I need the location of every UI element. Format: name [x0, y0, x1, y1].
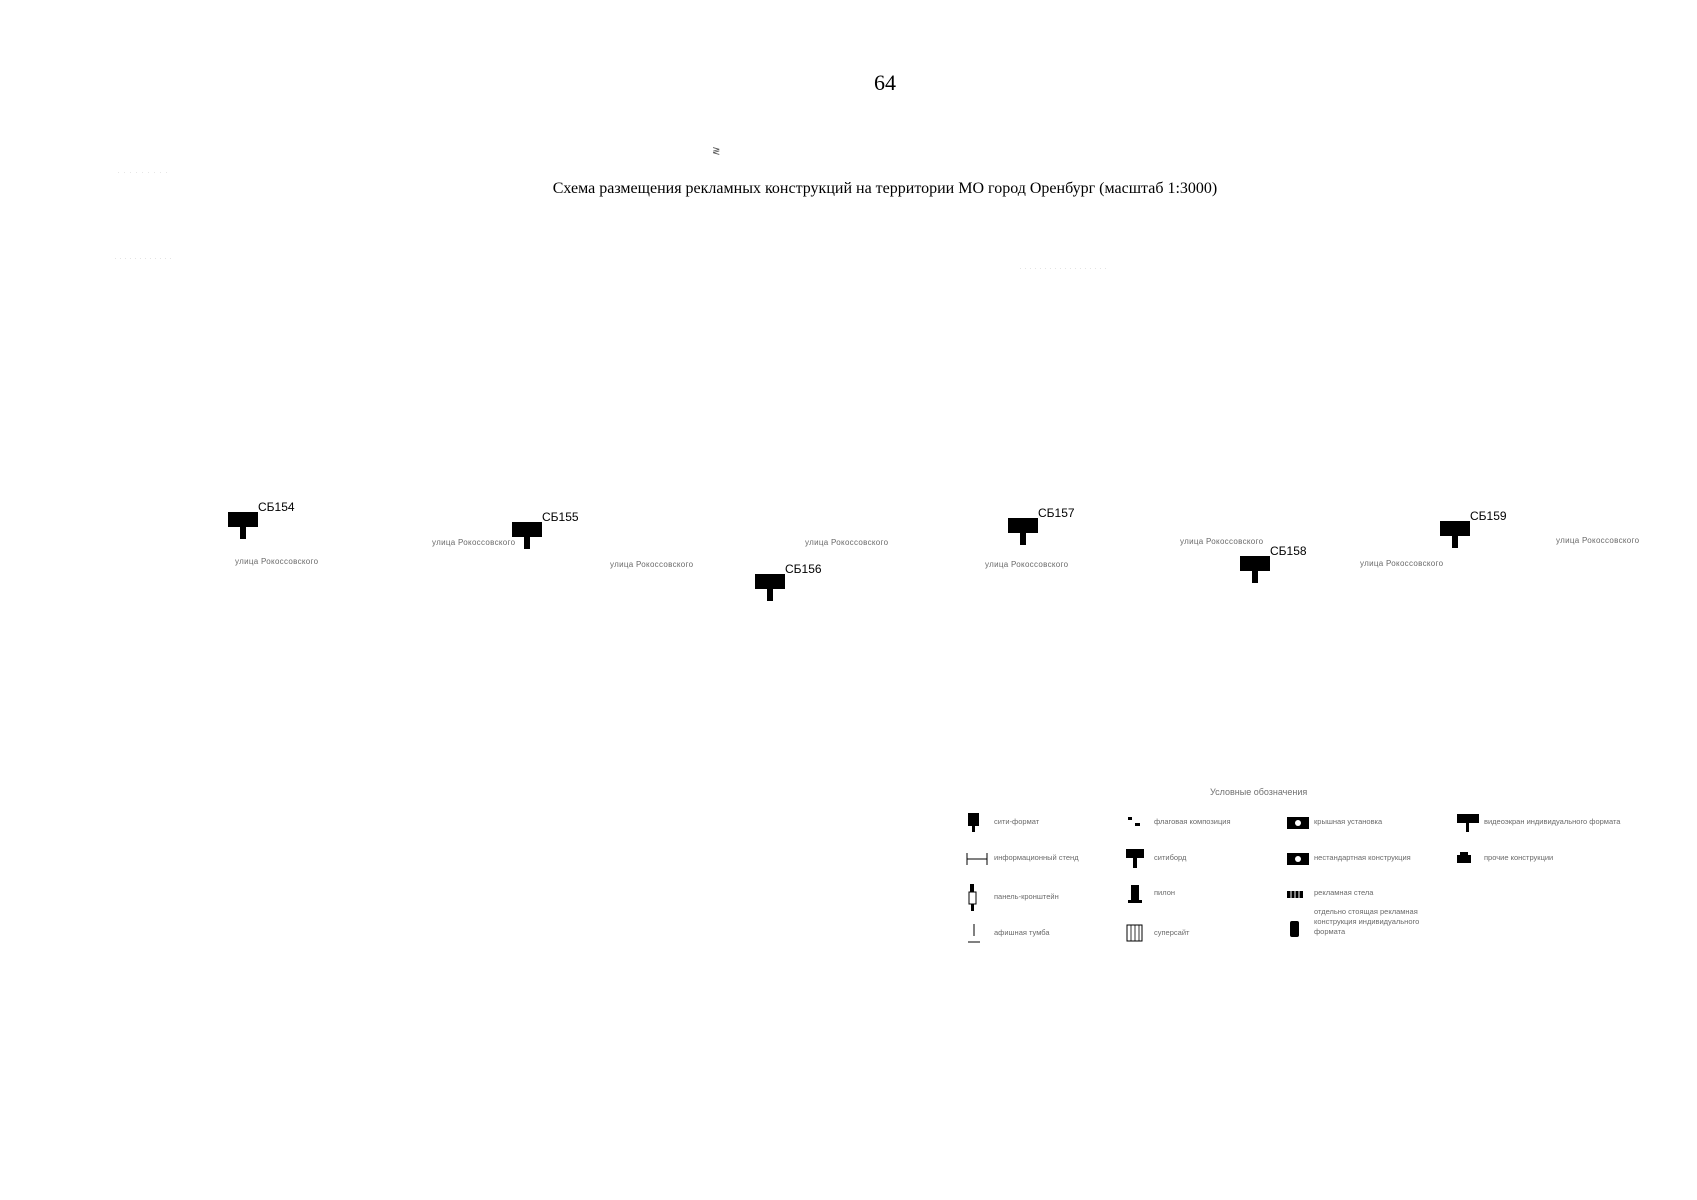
freestanding-construction-icon — [1286, 919, 1304, 939]
map-legend — [960, 787, 1620, 957]
legend-item — [966, 849, 1126, 879]
legend-title: Условные обозначения — [1210, 787, 1308, 797]
legend-label: прочие конструкции — [1484, 853, 1554, 862]
video-screen-icon — [1456, 813, 1480, 833]
legend-label: ситиборд — [1154, 853, 1187, 862]
legend-label: панель-кронштейн — [994, 892, 1059, 901]
supersite-icon — [1126, 924, 1144, 944]
street-label: улица Рокоссовского — [985, 560, 1069, 569]
legend-item — [1456, 849, 1616, 879]
legend-item — [1286, 813, 1446, 843]
legend-label: информационный стенд — [994, 853, 1079, 862]
billboard-icon — [1240, 556, 1272, 584]
north-arrow-mark: ≷ — [712, 146, 721, 157]
street-label: улица Рокоссовского — [1180, 537, 1264, 546]
map-fragment — [118, 172, 168, 184]
bracket-panel-icon — [966, 884, 984, 912]
street-label: улица Рокоссовского — [805, 538, 889, 547]
billboard-icon — [755, 574, 787, 602]
legend-item — [1456, 813, 1621, 843]
street-label: улица Рокоссовского — [432, 538, 516, 547]
legend-label: нестандартная конструкция — [1314, 853, 1411, 862]
map-title: Схема размещения рекламных конструкций на территории МО город Оренбург (масштаб 1:3000) — [552, 180, 1218, 197]
billboard-icon — [1008, 518, 1040, 546]
sign-label: СБ154 — [258, 500, 295, 514]
street-label: улица Рокоссовского — [1556, 536, 1640, 545]
legend-label: суперсайт — [1154, 928, 1190, 937]
street-label: улица Рокоссовского — [235, 557, 319, 566]
legend-item — [1286, 907, 1446, 963]
legend-item — [1126, 849, 1286, 879]
sign-label: СБ155 — [542, 510, 579, 524]
street-label: улица Рокоссовского — [610, 560, 694, 569]
pylon-icon — [1126, 884, 1144, 904]
legend-label: пилон — [1154, 888, 1176, 897]
legend-label: флаговая композиция — [1154, 817, 1231, 826]
city-format-icon — [966, 813, 984, 833]
advertising-stele-icon — [1286, 884, 1304, 904]
map-fragment — [1020, 268, 1110, 282]
legend-item — [966, 924, 1126, 954]
sign-label: СБ157 — [1038, 506, 1075, 520]
legend-label: афишная тумба — [994, 928, 1050, 937]
map-fragment — [115, 258, 175, 278]
legend-item — [966, 884, 1126, 914]
legend-label: рекламная стела — [1314, 888, 1374, 897]
billboard-icon — [1440, 521, 1472, 549]
legend-item — [1126, 924, 1286, 954]
poster-column-icon — [966, 924, 984, 944]
flag-composition-icon — [1126, 813, 1144, 833]
billboard-icon — [228, 512, 260, 540]
legend-item — [1126, 884, 1286, 914]
legend-label: крышная установка — [1314, 817, 1383, 826]
page-number: 64 — [874, 70, 896, 95]
legend-label: сити-формат — [994, 817, 1040, 826]
roof-installation-icon — [1286, 813, 1310, 833]
sign-label: СБ156 — [785, 562, 822, 576]
billboard-icon — [512, 522, 544, 550]
legend-item — [1126, 813, 1286, 843]
cityboard-icon — [1126, 849, 1144, 869]
other-construction-icon — [1456, 849, 1474, 869]
legend-label: отдельно стоящая рекламная конструкция индивидуального формата — [1314, 907, 1420, 936]
nonstandard-construction-icon — [1286, 849, 1310, 869]
info-stand-icon — [966, 849, 988, 869]
legend-label: видеоэкран индивидуального формата — [1484, 817, 1621, 826]
sign-label: СБ159 — [1470, 509, 1507, 523]
street-label: улица Рокоссовского — [1360, 559, 1444, 568]
legend-item — [1286, 849, 1446, 879]
legend-item — [966, 813, 1126, 843]
sign-label: СБ158 — [1270, 544, 1307, 558]
